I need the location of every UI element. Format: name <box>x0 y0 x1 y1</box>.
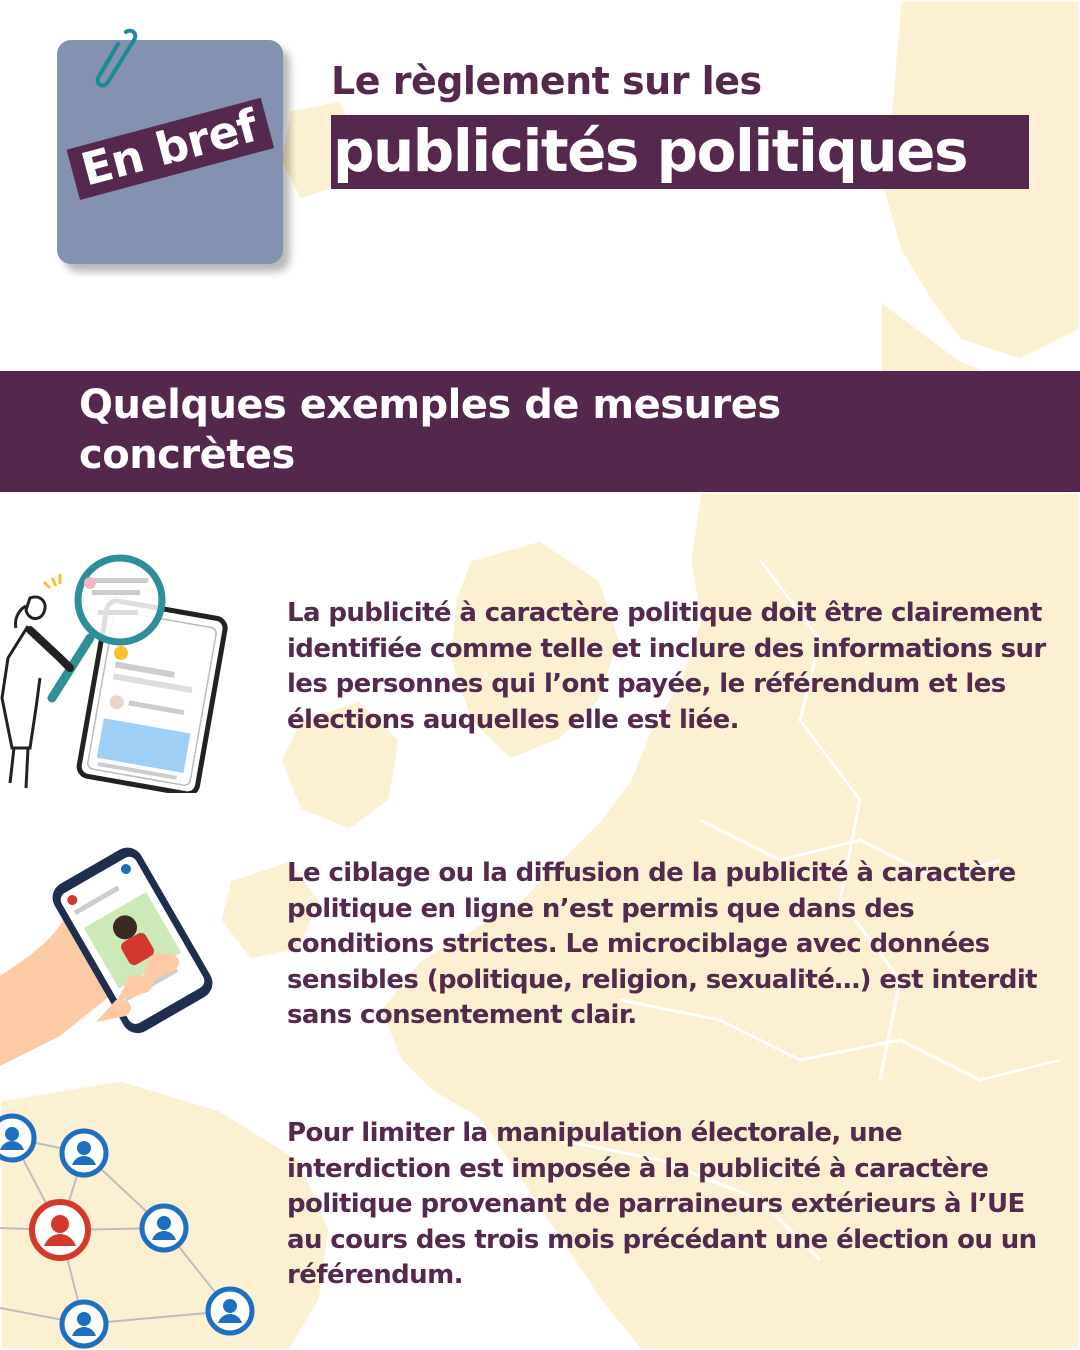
page-title-line1: Le règlement sur les <box>331 59 762 103</box>
hand-smartphone-icon <box>0 846 225 1071</box>
measure-foreign-sponsors-text: Pour limiter la manipulation électorale, une interdiction est imposée à la publicité à caractère politique provenant de parraineurs extérieurs à l’UE au cours des trois mois précédant une élection ou un référendum. <box>287 1118 1037 1290</box>
section-title: Quelques exemples de mesures concrètes <box>79 382 781 478</box>
page-title-line2: publicités politiques <box>331 115 1029 189</box>
user-network-icon <box>0 1108 265 1350</box>
magnifier-on-ad-icon <box>0 548 230 793</box>
measure-identification-text: La publicité à caractère politique doit être clairement identifiée comme telle et inclure des informations sur les personnes qui l’ont payée, le référendum et les élections auquelles elle est liée. <box>287 598 1046 735</box>
measure-targeting-text: Le ciblage ou la diffusion de la publicité à caractère politique en ligne n’est permis que dans des conditions strictes. Le microciblage avec données sensibles (politique, religion, sexualité…) est interdit sans consentement clair. <box>287 858 1038 1030</box>
en-bref-label: En bref <box>67 98 275 200</box>
paperclip-icon <box>88 26 138 92</box>
section-banner <box>0 371 1080 492</box>
